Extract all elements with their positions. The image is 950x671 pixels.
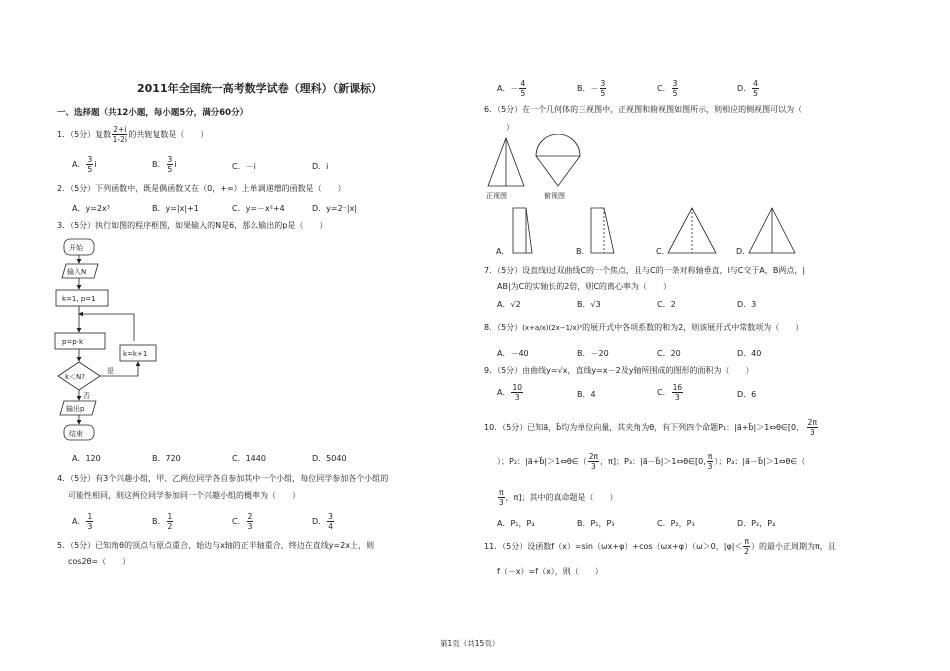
q5-option-c: C． $\frac{3}{5}$ bbox=[657, 79, 678, 98]
q4-option-b: B． $\frac{1}{2}$ bbox=[152, 512, 173, 531]
q4-option-a: A． $\frac{1}{3}$ bbox=[72, 512, 93, 531]
q6-option-c-label: C． bbox=[656, 247, 670, 256]
question-2: 2．（5分）下列函数中，既是偶函数又在（0，+∞）上单调递增的函数是（ ） bbox=[57, 184, 346, 193]
q7-option-d: D．3 bbox=[737, 300, 757, 309]
question-10-line1: 10．（5分）已知a⃗，b⃗均为单位向量，其夹角为θ，有下列四个命题P₁：|a⃗+b⃗|＞1⇔θ∈[0, $\frac{2\pi}{3}$ bbox=[484, 418, 817, 437]
question-8: 8．（5分）(x+a/x)(2x−1/x)⁵的展开式中各项系数的和为2，则该展开式中常数项为（ ） bbox=[484, 323, 804, 332]
question-3: 3．（5分）执行如图的程序框图，如果输入的N是6，那么输出的p是（ ） bbox=[57, 221, 328, 230]
q8-option-c: C．20 bbox=[657, 349, 681, 358]
front-view-label: 正视图 bbox=[486, 192, 507, 200]
flow-cond-text: k＜N? bbox=[65, 373, 86, 381]
flow-output-text: 输出p bbox=[66, 405, 85, 413]
q1-option-b: B． $\frac{3}{5}$ i bbox=[152, 155, 177, 174]
q8-option-a: A．－40 bbox=[497, 349, 529, 358]
question-5-line1: 5．（5分）已知角θ的顶点与原点重合，始边与x轴的正半轴重合，终边在直线y=2x上，则 bbox=[57, 541, 375, 550]
flow-calc-text: p=p·k bbox=[62, 338, 84, 346]
q8-option-d: D．40 bbox=[737, 349, 762, 358]
question-11-line1: 11．（5分）设函数f（x）=sin（ωx+φ）+cos（ωx+φ）（ω＞0，|φ|＜ $\frac{\pi}{2}$ ）的最小正周期为π，且 bbox=[484, 537, 836, 556]
flowchart bbox=[50, 236, 170, 444]
q5-option-a: A．－ $\frac{4}{5}$ bbox=[497, 79, 526, 98]
q8-option-b: B．－20 bbox=[577, 349, 609, 358]
q1-option-c: C．－i bbox=[232, 162, 256, 171]
flow-no-label: 否 bbox=[83, 392, 90, 400]
q5-option-b: B．－ $\frac{3}{5}$ bbox=[577, 79, 606, 98]
q4-option-c: C． $\frac{2}{3}$ bbox=[232, 512, 253, 531]
q6-option-a-shape bbox=[513, 208, 532, 253]
question-4-line1: 4．（5分）有3个兴趣小组，甲、乙两位同学各自参加其中一个小组，每位同学参加各个小组的 bbox=[57, 474, 389, 483]
flow-start-text: 开始 bbox=[69, 244, 83, 252]
q7-option-c: C．2 bbox=[657, 300, 676, 309]
page-title: 2011年全国统一高考数学试卷（理科）（新课标） bbox=[137, 82, 383, 95]
flow-init-text: k=1, p=1 bbox=[62, 295, 96, 303]
question-6-line2: ） bbox=[506, 123, 514, 132]
q6-options-figure bbox=[480, 205, 810, 260]
flow-inc-text: k=k+1 bbox=[123, 350, 148, 358]
q10-option-b: B．P₁，P₃ bbox=[577, 519, 615, 528]
q6-option-a-label: A． bbox=[496, 247, 510, 256]
q6-option-c-shape bbox=[668, 208, 716, 253]
question-7-line2: AB|为C的实轴长的2倍，则C的离心率为（ ） bbox=[497, 282, 671, 291]
question-10-line3: $\frac{\pi}{3}$ ，π]；其中的真命题是（ ） bbox=[498, 488, 618, 507]
q10-option-c: C．P₂，P₃ bbox=[657, 519, 695, 528]
flow-input-text: 输入N bbox=[67, 268, 87, 276]
q3-option-c: C．1440 bbox=[232, 454, 266, 463]
q9-option-b: B．4 bbox=[577, 390, 596, 399]
q2-option-d: D．y=2⁻|x| bbox=[312, 204, 358, 213]
q6-option-b-shape bbox=[591, 208, 614, 253]
q1-option-d: D．i bbox=[312, 162, 329, 171]
q10-option-d: D．P₂，P₄ bbox=[737, 519, 776, 528]
q2-option-b: B．y=|x|+1 bbox=[152, 204, 199, 213]
q2-option-c: C．y=－x²+4 bbox=[232, 204, 285, 213]
question-7-line1: 7．（5分）设直线l过双曲线C的一个焦点，且与C的一条对称轴垂直，l与C交于A，B两点，| bbox=[484, 266, 806, 275]
section-heading: 一、选择题（共12小题，每小题5分，满分60分） bbox=[57, 108, 249, 118]
q6-option-b-label: B． bbox=[576, 247, 590, 256]
q1-stem: 1．（5分）复数 bbox=[57, 130, 112, 139]
question-10-line2: ）；P₂：|a⃗+b⃗|＞1⇔θ∈（ $\frac{2\pi}{3}$ ，π]；P₃：|a⃗－b⃗|＞1⇔θ∈[0, $\frac{\pi}{3}$ ）；P₄：|a⃗－b⃗|＞1⇔θ∈（ bbox=[497, 452, 806, 471]
question-4-line2: 可能性相同，则这两位同学参加同一个兴趣小组的概率为（ ） bbox=[68, 491, 300, 500]
question-5-line2: cos2θ=（ ） bbox=[68, 557, 131, 566]
q1-fraction: $\frac{2+i}{1-2i}$ bbox=[112, 125, 127, 144]
q9-option-c: C． $\frac{16}{3}$ bbox=[657, 383, 683, 402]
question-11-line2: f（－x）=f（x），则（ ） bbox=[497, 567, 603, 576]
q7-option-a: A．√2 bbox=[497, 300, 521, 309]
page-footer: 第1页（共15页） bbox=[440, 639, 500, 648]
q6-option-d-label: D． bbox=[736, 247, 751, 256]
q3-option-b: B．720 bbox=[152, 454, 181, 463]
top-view-label: 俯视图 bbox=[544, 192, 565, 200]
q5-option-d: D． $\frac{4}{5}$ bbox=[737, 79, 758, 98]
flow-yes-label: 是 bbox=[107, 367, 114, 375]
q6-views-figure bbox=[480, 134, 600, 204]
q7-option-b: B．√3 bbox=[577, 300, 601, 309]
q8-expression: (x+a/x)(2x−1/x)⁵ bbox=[522, 324, 583, 332]
top-view-triangle bbox=[536, 156, 580, 186]
question-6-line1: 6．（5分）在一个几何体的三视图中，正视图和俯视图如图所示，则相应的侧视图可以为（ bbox=[484, 105, 803, 114]
q3-option-a: A．120 bbox=[72, 454, 101, 463]
q9-option-d: D．6 bbox=[737, 390, 757, 399]
flow-end-text: 结束 bbox=[69, 430, 83, 438]
q1-option-a: A． $\frac{3}{5}$ i bbox=[72, 155, 97, 174]
question-1: 1．（5分）复数 $\frac{2+i}{1-2i}$ 的共轭复数是（ ） bbox=[57, 125, 209, 144]
q9-option-a: A． $\frac{10}{3}$ bbox=[497, 383, 523, 402]
question-9: 9．（5分）由曲线y=√x，直线y=x－2及y轴所围成的图形的面积为（ ） bbox=[484, 366, 754, 375]
q3-option-d: D．5040 bbox=[312, 454, 347, 463]
q4-option-d: D． $\frac{3}{4}$ bbox=[312, 512, 333, 531]
q2-option-a: A．y=2x³ bbox=[72, 204, 110, 213]
top-view-semicircle bbox=[536, 134, 580, 156]
q10-option-a: A．P₁，P₄ bbox=[497, 519, 535, 528]
